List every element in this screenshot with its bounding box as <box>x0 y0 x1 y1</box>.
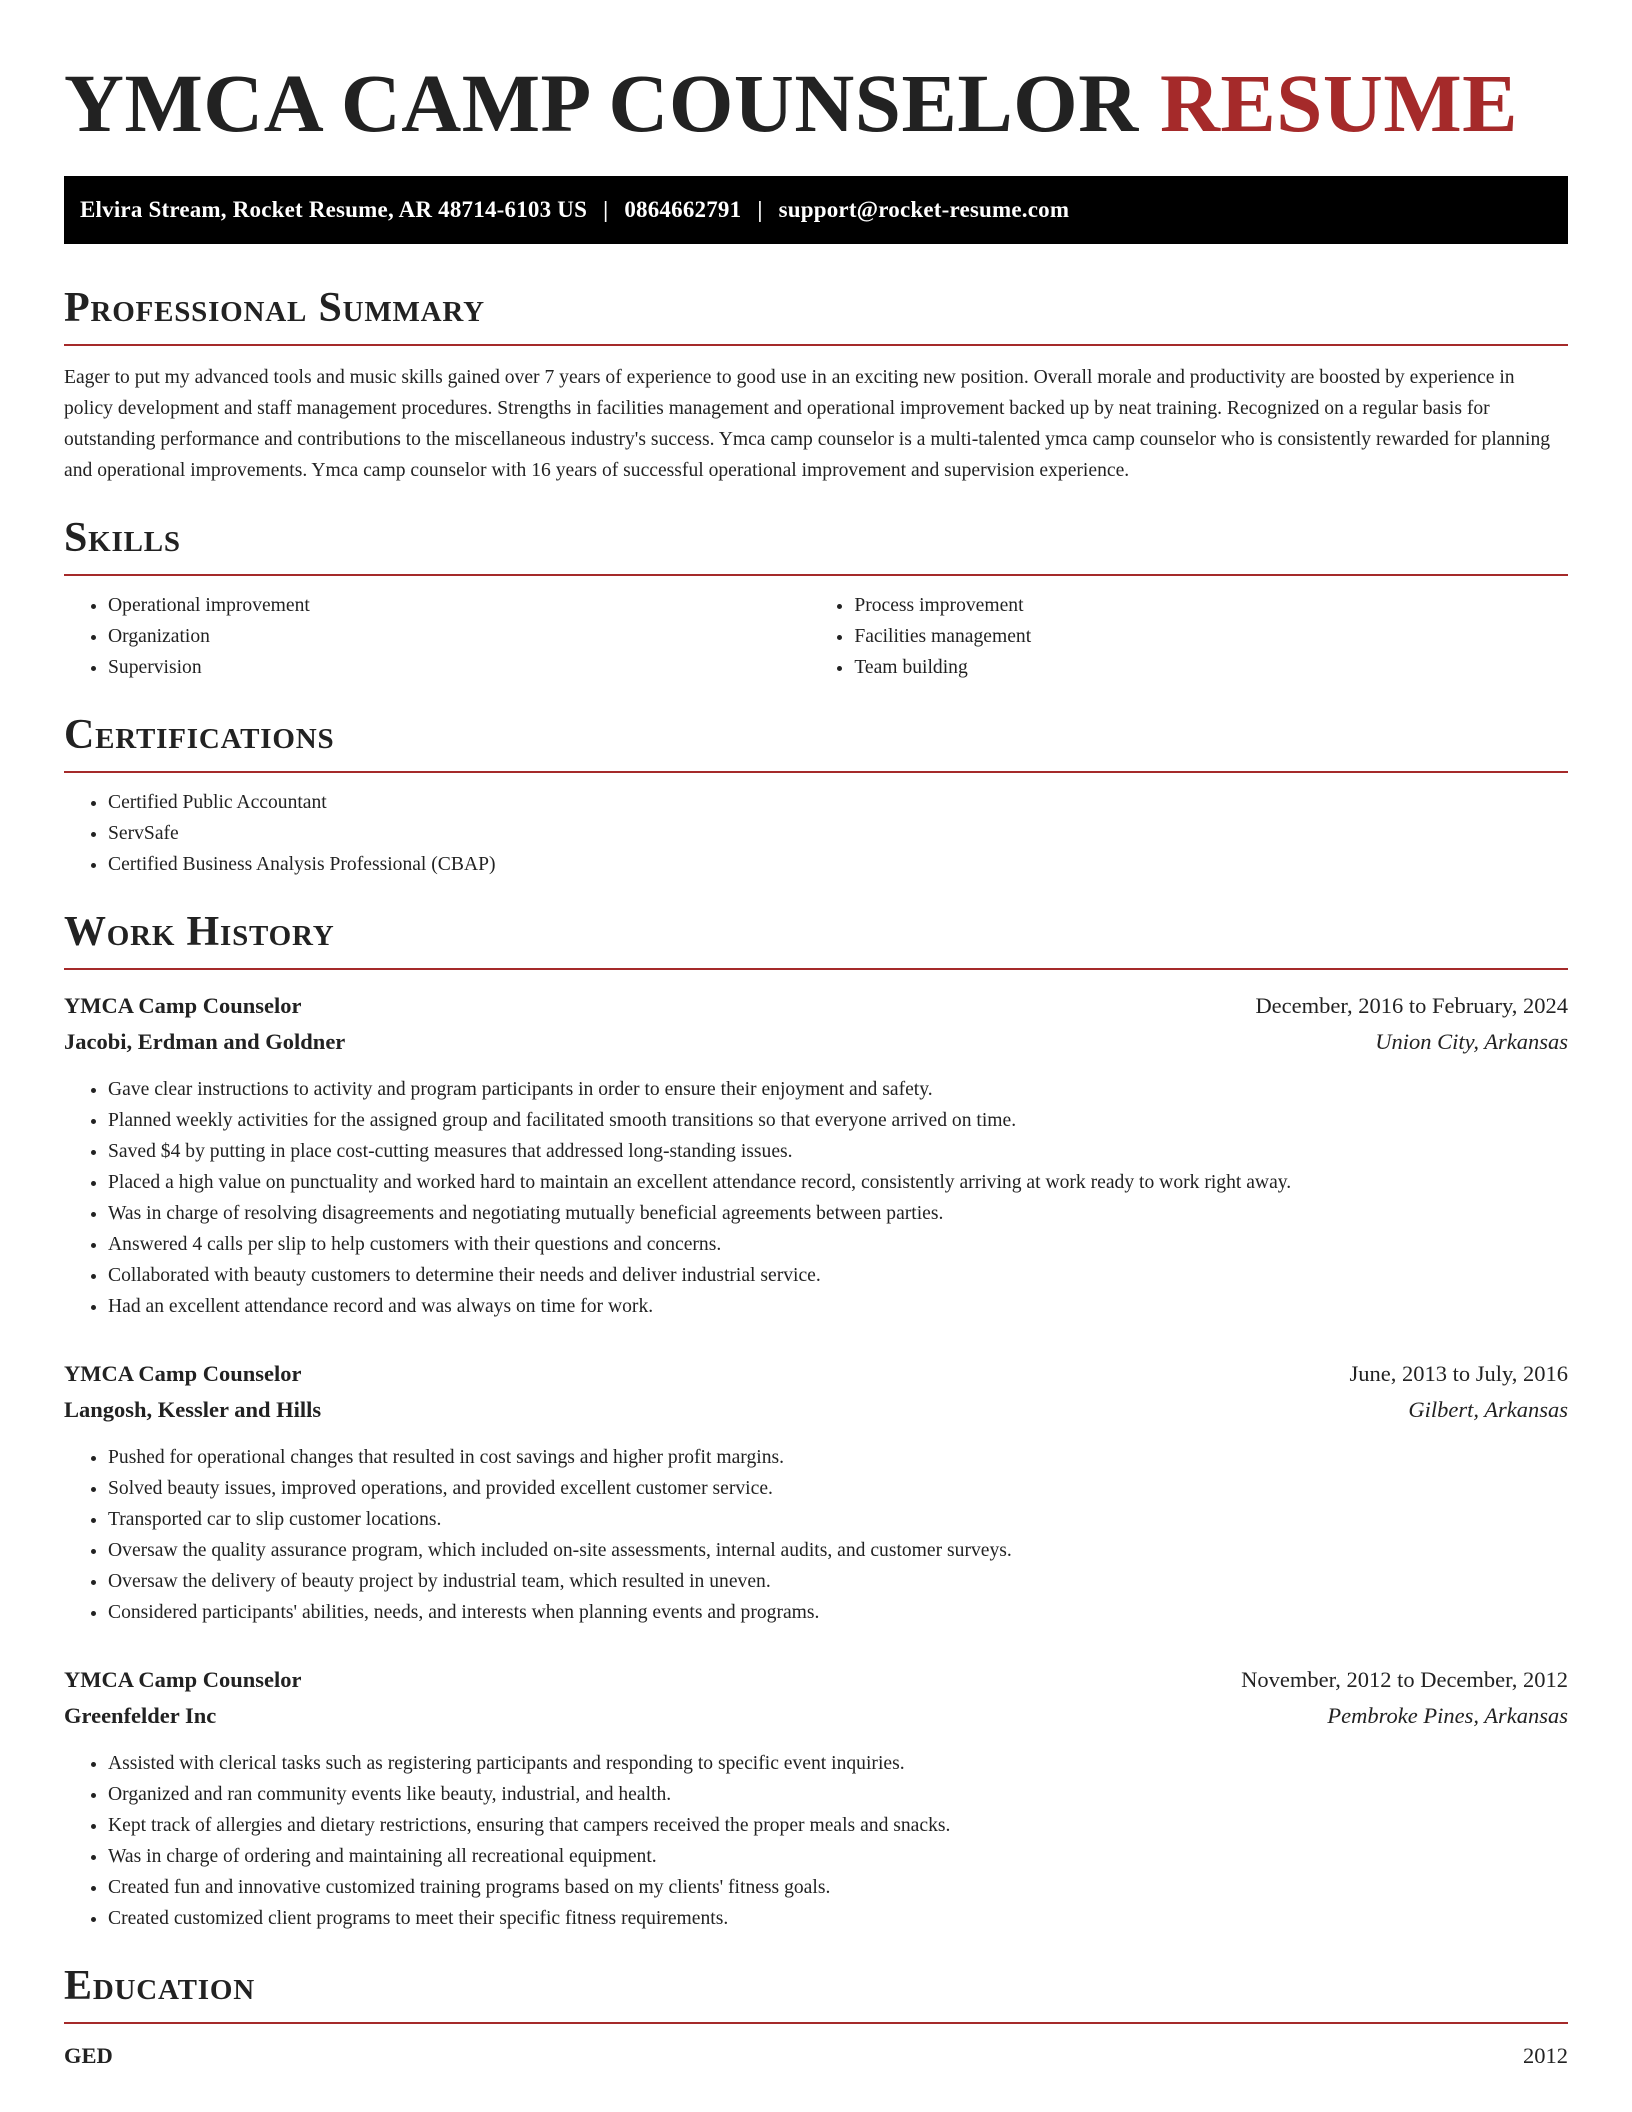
job-bullets <box>64 1442 1568 1628</box>
job-bullet: • Assisted with clerical tasks such as registering participants and responding to specific event inquiries. <box>108 1748 1568 1779</box>
skills-section <box>64 516 1568 683</box>
job-bullet: • Was in charge of resolving disagreements and negotiating mutually beneficial agreements between parties. <box>108 1198 1568 1229</box>
skill-item: • Supervision <box>108 652 810 683</box>
education-section <box>64 1964 1568 2074</box>
contact-email: support@rocket-resume.com <box>778 197 1070 222</box>
job-location: Gilbert, Arkansas <box>1408 1397 1568 1422</box>
job-bullet: • Pushed for operational changes that resulted in cost savings and higher profit margins. <box>108 1442 1568 1473</box>
job-bullet: • Saved $4 by putting in place cost-cutting measures that addressed long-standing issues. <box>108 1136 1568 1167</box>
education-year: 2012 <box>1523 2043 1568 2068</box>
job-bullet: • Kept track of allergies and dietary restrictions, ensuring that campers received the proper meals and snacks. <box>108 1810 1568 1841</box>
job-bullet: • Created customized client programs to meet their specific fitness requirements. <box>108 1903 1568 1934</box>
job-company: Langosh, Kessler and Hills <box>64 1397 322 1422</box>
job-bullet: • Had an excellent attendance record and was always on time for work. <box>108 1291 1568 1322</box>
job-bullet: • Organized and ran community events like beauty, industrial, and health. <box>108 1779 1568 1810</box>
job-bullet: • Collaborated with beauty customers to determine their needs and deliver industrial service. <box>108 1260 1568 1291</box>
summary-section <box>64 286 1568 486</box>
job-title: YMCA Camp Counselor <box>64 993 302 1018</box>
skill-item: • Team building <box>854 652 1568 683</box>
contact-separator: | <box>757 197 763 222</box>
job-company: Jacobi, Erdman and Goldner <box>64 1029 346 1054</box>
skills-list-left <box>64 590 810 683</box>
job-bullet: • Gave clear instructions to activity and program participants in order to ensure their enjoyment and safety. <box>108 1074 1568 1105</box>
job-entry <box>64 1662 1568 1934</box>
certification-item: • Certified Business Analysis Professional (CBAP) <box>108 849 1568 880</box>
job-bullet: • Placed a high value on punctuality and worked hard to maintain an excellent attendance record, consistently arriving at work ready to work right away. <box>108 1167 1568 1198</box>
job-bullet: • Oversaw the delivery of beauty project by industrial team, which resulted in uneven. <box>108 1566 1568 1597</box>
job-bullet: • Transported car to slip customer locations. <box>108 1504 1568 1535</box>
job-bullets <box>64 1748 1568 1934</box>
job-entry <box>64 1356 1568 1628</box>
job-dates: June, 2013 to July, 2016 <box>1349 1361 1568 1386</box>
education-degree: GED <box>64 2043 113 2068</box>
job-bullet: • Planned weekly activities for the assigned group and facilitated smooth transitions so that everyone arrived on time. <box>108 1105 1568 1136</box>
skill-item: • Operational improvement <box>108 590 810 621</box>
job-bullet: • Created fun and innovative customized training programs based on my clients' fitness goals. <box>108 1872 1568 1903</box>
skills-list-right <box>810 590 1568 683</box>
section-heading: Skills <box>64 516 1568 576</box>
job-bullet: • Considered participants' abilities, needs, and interests when planning events and programs. <box>108 1597 1568 1628</box>
section-heading: Education <box>64 1964 1568 2024</box>
section-heading: Professional Summary <box>64 286 1568 346</box>
resume-title <box>64 56 1568 150</box>
skills-grid <box>64 576 1568 683</box>
section-heading: Work History <box>64 910 1568 970</box>
job-bullet: • Oversaw the quality assurance program, which included on-site assessments, internal audits, and customer surveys. <box>108 1535 1568 1566</box>
certification-item: • Certified Public Accountant <box>108 787 1568 818</box>
job-bullet: • Answered 4 calls per slip to help customers with their questions and concerns. <box>108 1229 1568 1260</box>
summary-text: Eager to put my advanced tools and music skills gained over 7 years of experience to good use in an exciting new position. Overall morale and productivity are boosted by experience in policy development and staff management procedures. Strengths in facilities management and operational improvement backed up by neat training. Recognized on a regular basis for outstanding performance and contributions to the miscellaneous industry's success. Ymca camp counselor is a multi-talented ymca camp counselor who is consistently rewarded for planning and operational improvements. Ymca camp counselor with 16 years of successful operational improvement and supervision experience. <box>64 367 1551 481</box>
contact-bar <box>64 176 1568 244</box>
job-entry <box>64 988 1568 1322</box>
contact-separator: | <box>603 197 609 222</box>
contact-phone: 0864662791 <box>624 197 742 222</box>
section-heading: Certifications <box>64 713 1568 773</box>
certification-item: • ServSafe <box>108 818 1568 849</box>
contact-address: Elvira Stream, Rocket Resume, AR 48714-6103 US <box>80 197 588 222</box>
job-bullet: • Was in charge of ordering and maintaining all recreational equipment. <box>108 1841 1568 1872</box>
certifications-section <box>64 713 1568 880</box>
job-bullet: • Solved beauty issues, improved operations, and provided excellent customer service. <box>108 1473 1568 1504</box>
job-bullets <box>64 1074 1568 1322</box>
title-accent: RESUME <box>1159 57 1519 149</box>
certifications-list <box>64 787 1568 880</box>
work-history-section <box>64 910 1568 1934</box>
job-title: YMCA Camp Counselor <box>64 1361 302 1386</box>
skill-item: • Facilities management <box>854 621 1568 652</box>
job-location: Pembroke Pines, Arkansas <box>1327 1703 1568 1728</box>
job-title: YMCA Camp Counselor <box>64 1667 302 1692</box>
skill-item: • Process improvement <box>854 590 1568 621</box>
title-main: YMCA CAMP COUNSELOR <box>64 57 1139 149</box>
education-entry <box>64 2038 1568 2074</box>
job-dates: December, 2016 to February, 2024 <box>1255 993 1568 1018</box>
skill-item: • Organization <box>108 621 810 652</box>
job-company: Greenfelder Inc <box>64 1703 217 1728</box>
job-dates: November, 2012 to December, 2012 <box>1241 1667 1568 1692</box>
job-location: Union City, Arkansas <box>1375 1029 1568 1054</box>
